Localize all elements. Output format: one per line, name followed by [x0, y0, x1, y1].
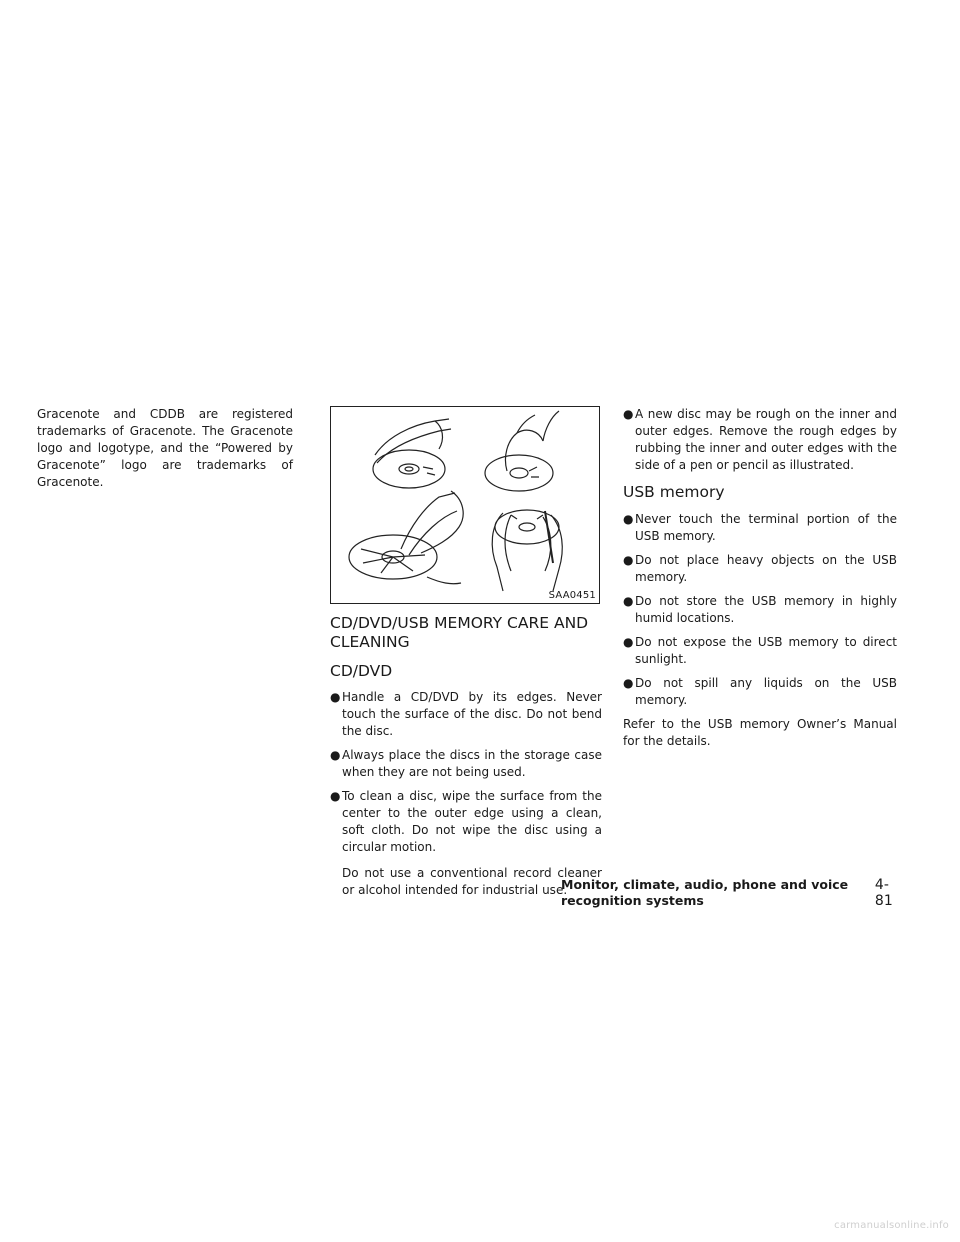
list-item: ● A new disc may be rough on the inner and outer edges. Remove the rough edges by rubbing the inner and outer edges with the side of a pen or pencil as illustrated. [623, 407, 897, 472]
watermark: carmanualsonline.info [834, 1220, 949, 1231]
usb-memory-care-list [623, 511, 897, 709]
middle-column [330, 406, 602, 906]
right-column [623, 406, 897, 750]
figure-code: SAA0451 [548, 590, 596, 601]
bullet-icon: ● [330, 789, 341, 803]
cd-dvd-heading: CD/DVD [330, 662, 393, 680]
bullet-icon: ● [330, 690, 341, 704]
bullet-icon: ● [623, 594, 634, 608]
cd-dvd-care-list-continued [623, 406, 897, 474]
list-item: ● Do not spill any liquids on the USB memory. [623, 676, 897, 707]
trademark-paragraph: Gracenote and CDDB are registered trademarks of Gracenote. The Gracenote logo and logotype, and the “Powered by Gracenote” logo are trademarks of Gracenote. [37, 407, 293, 489]
list-item: ● Do not place heavy objects on the USB memory. [623, 553, 897, 584]
bullet-icon: ● [330, 748, 341, 762]
page-number: 4-81 [874, 877, 893, 909]
cd-dvd-care-list [330, 689, 602, 899]
usb-memory-heading: USB memory [623, 483, 725, 501]
footer-section-title: Monitor, climate, audio, phone and voice recognition systems [561, 877, 849, 908]
list-item: ● Do not store the USB memory in highly humid locations. [623, 594, 897, 625]
left-column [37, 406, 293, 491]
page-footer [561, 877, 897, 909]
bullet-icon: ● [623, 512, 634, 526]
bullet-icon: ● [623, 553, 634, 567]
bullet-icon: ● [623, 407, 634, 421]
refer-paragraph: Refer to the USB memory Owner’s Manual for the details. [623, 717, 897, 748]
section-title: CD/DVD/USB MEMORY CARE AND CLEANING [330, 614, 589, 651]
bullet-icon: ● [623, 635, 634, 649]
disc-handling-drawing [331, 407, 600, 604]
list-item: ● Never touch the terminal portion of the USB memory. [623, 512, 897, 543]
disc-handling-illustration [330, 406, 600, 604]
cleaner-note: Do not use a conventional record cleaner or alcohol intended for industrial use. [342, 866, 602, 897]
bullet-icon: ● [623, 676, 634, 690]
list-item: ● Do not expose the USB memory to direct sunlight. [623, 635, 897, 666]
list-item: ● Handle a CD/DVD by its edges. Never touch the surface of the disc. Do not bend the disc. [330, 690, 602, 738]
list-item: ● To clean a disc, wipe the surface from the center to the outer edge using a clean, soft cloth. Do not wipe the disc using a circular motion. Do not use a conventional record cleaner or alcohol intended for industrial use. [330, 789, 602, 897]
list-item: ● Always place the discs in the storage case when they are not being used. [330, 748, 602, 779]
